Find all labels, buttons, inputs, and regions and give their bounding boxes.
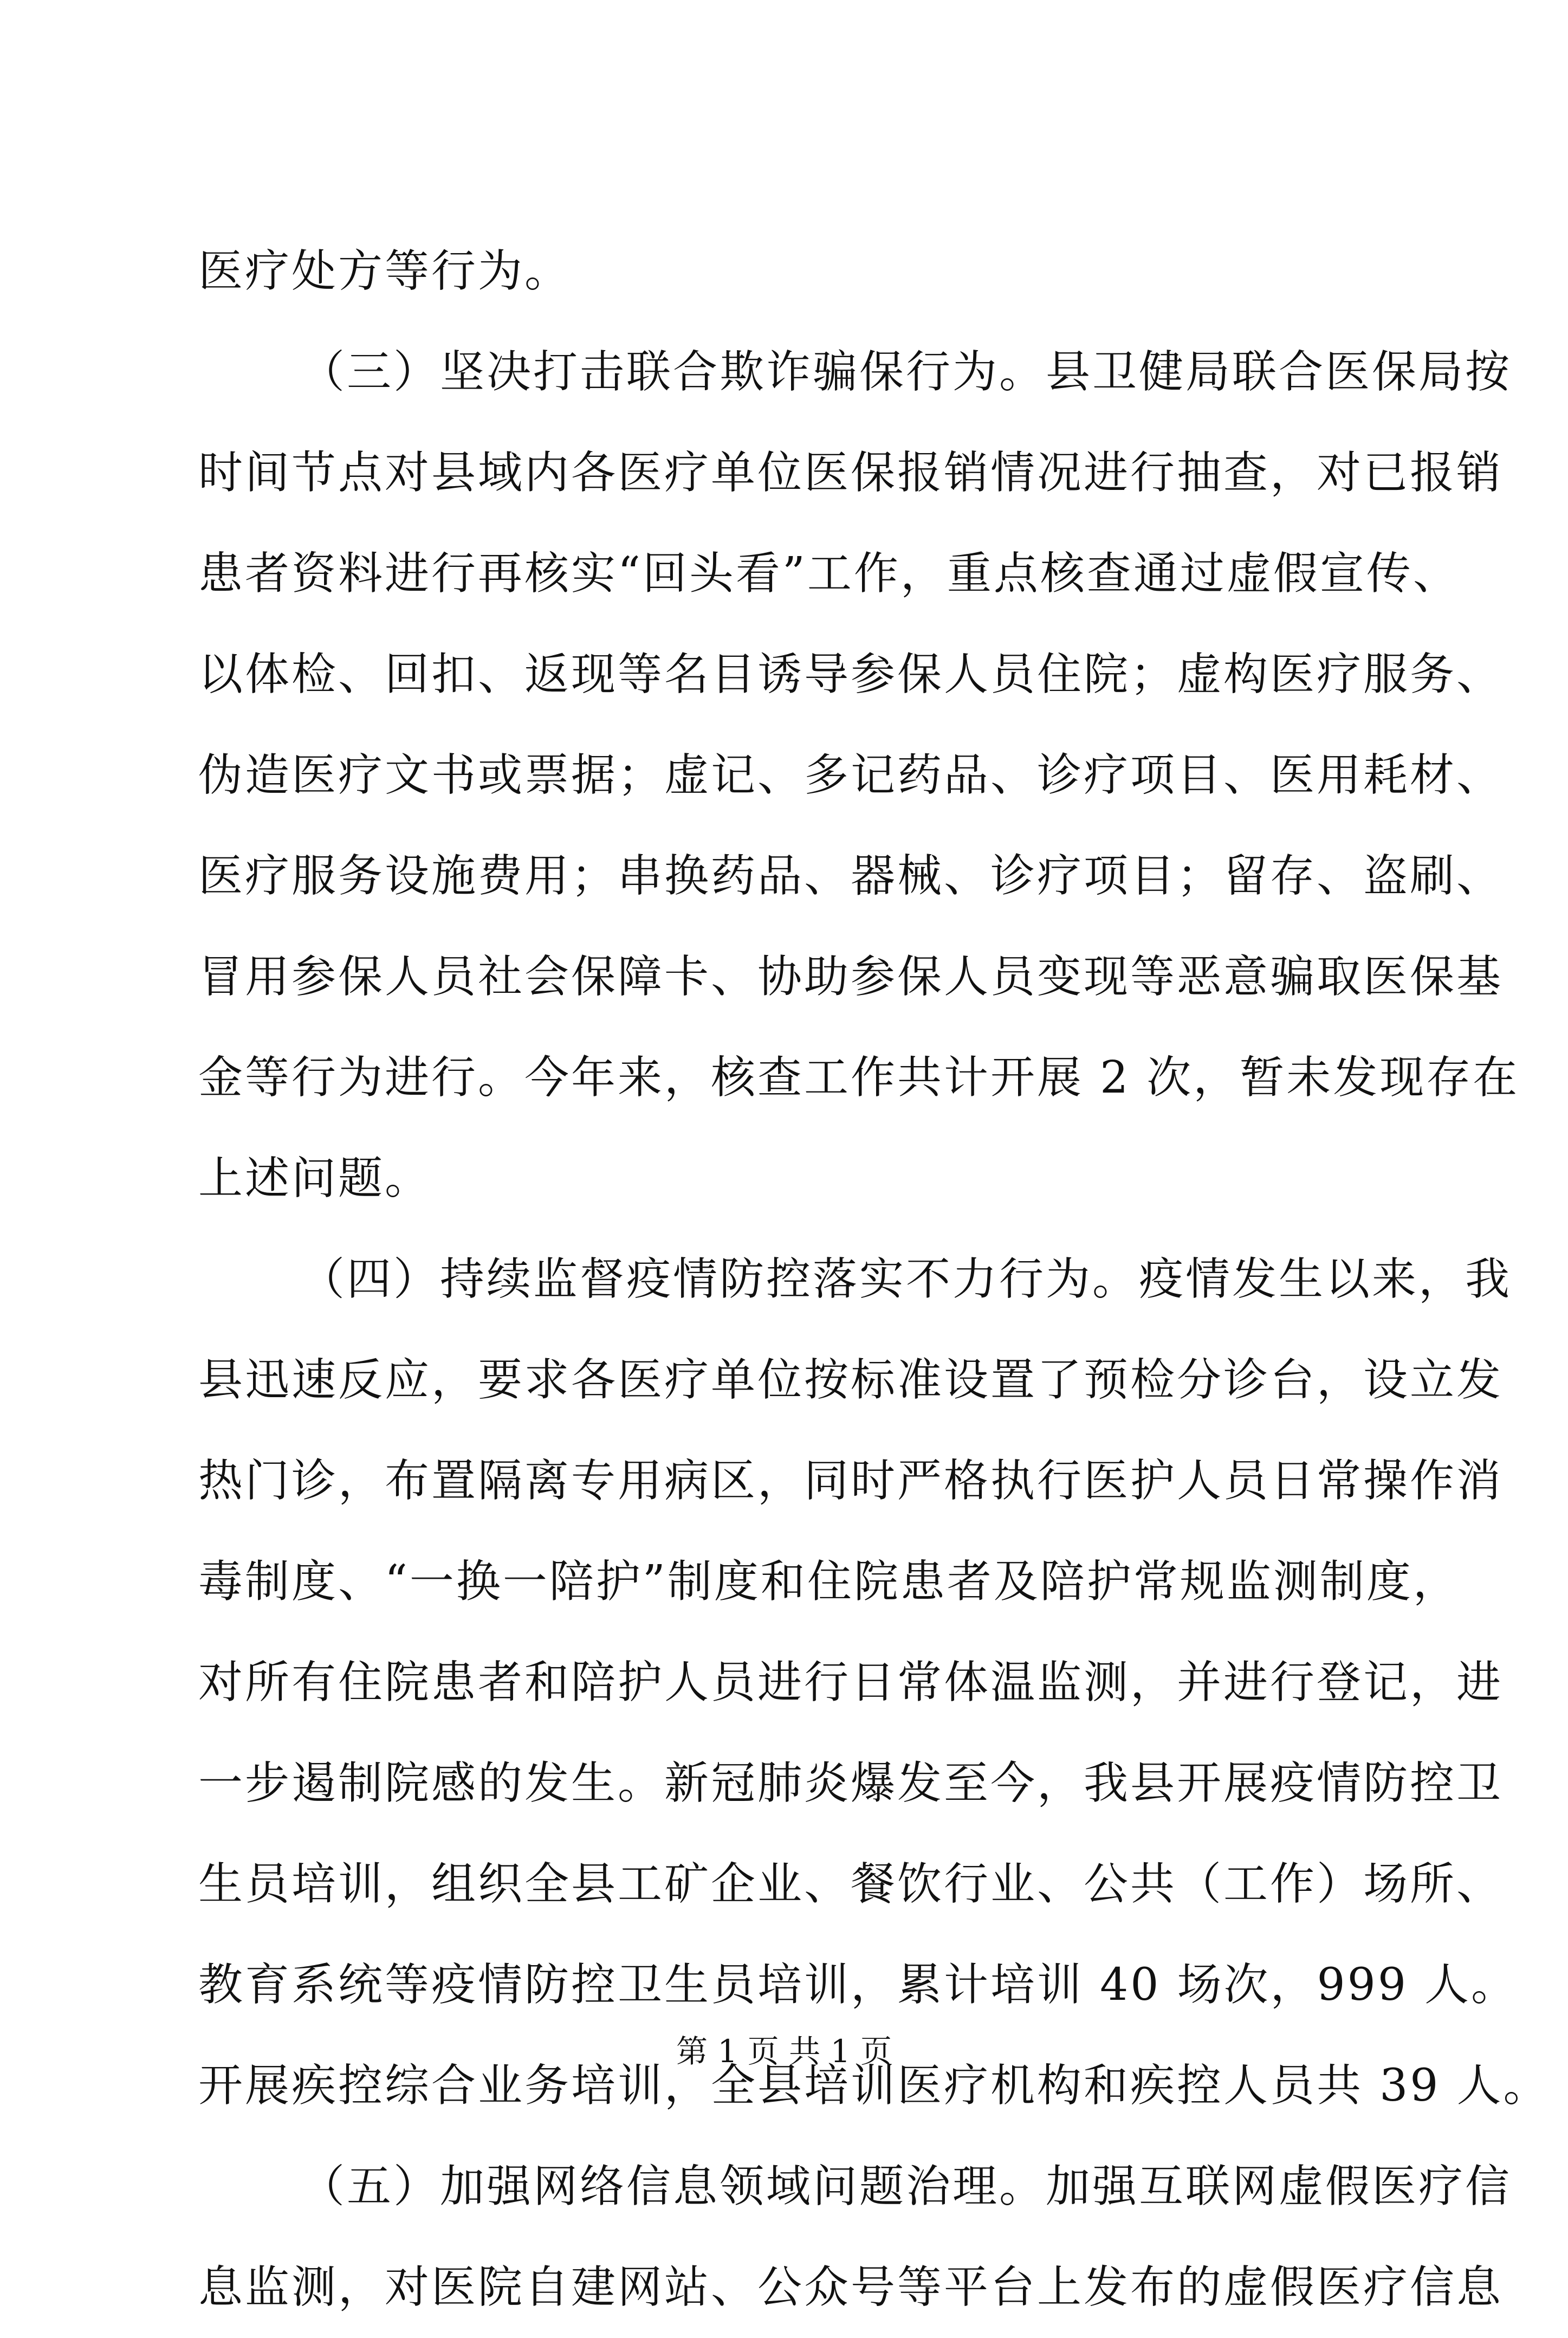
text-line: 上述问题。	[198, 1153, 432, 1204]
text-line: 县迅速反应，要求各医疗单位按标准设置了预检分诊台，设立发	[198, 1354, 1504, 1406]
text-line: 教育系统等疫情防控卫生员培训，累计培训 40 场次，999 人。	[198, 1959, 1518, 2011]
text-line: 伪造医疗文书或票据；虚记、多记药品、诊疗项目、医用耗材、	[198, 750, 1504, 801]
text-line: 息监测，对医院自建网站、公众号等平台上发布的虚假医疗信息	[198, 2262, 1504, 2313]
paragraph-start-line: （五）加强网络信息领域问题治理。加强互联网虚假医疗信	[300, 2161, 1512, 2212]
text-line: 一步遏制院感的发生。新冠肺炎爆发至今，我县开展疫情防控卫	[198, 1758, 1504, 1809]
text-line: 患者资料进行再核实“回头看”工作，重点核查通过虚假宣传、	[198, 548, 1460, 599]
paragraph-start-line: （四）持续监督疫情防控落实不力行为。疫情发生以来，我	[300, 1254, 1512, 1305]
paragraph-start-line: （三）坚决打击联合欺诈骗保行为。县卫健局联合医保局按	[300, 346, 1512, 398]
text-line: 生员培训，组织全县工矿企业、餐饮行业、公共（工作）场所、	[198, 1858, 1504, 1910]
text-line: 开展疾控综合业务培训，全县培训医疗机构和疾控人员共 39 人。	[198, 2060, 1550, 2111]
text-line: 医疗服务设施费用；串换药品、器械、诊疗项目；留存、盗刷、	[198, 850, 1504, 902]
text-line: 以体检、回扣、返现等名目诱导参保人员住院；虚构医疗服务、	[198, 649, 1504, 700]
text-line: 冒用参保人员社会保障卡、协助参保人员变现等恶意骗取医保基	[198, 951, 1504, 1003]
document-body	[198, 221, 1550, 2338]
text-line: 金等行为进行。今年来，核查工作共计开展 2 次，暂未发现存在	[198, 1052, 1520, 1103]
page-footer: 第 1 页 共 1 页	[676, 2033, 892, 2070]
text-line: 毒制度、“一换一陪护”制度和住院患者及陪护常规监测制度，	[198, 1556, 1460, 1607]
text-line: 时间节点对县域内各医疗单位医保报销情况进行抽查，对已报销	[198, 447, 1504, 499]
text-line: 对所有住院患者和陪护人员进行日常体温监测，并进行登记，进	[198, 1657, 1504, 1708]
text-line: 医疗处方等行为。	[198, 246, 572, 297]
text-line: 热门诊，布置隔离专用病区，同时严格执行医护人员日常操作消	[198, 1455, 1504, 1507]
